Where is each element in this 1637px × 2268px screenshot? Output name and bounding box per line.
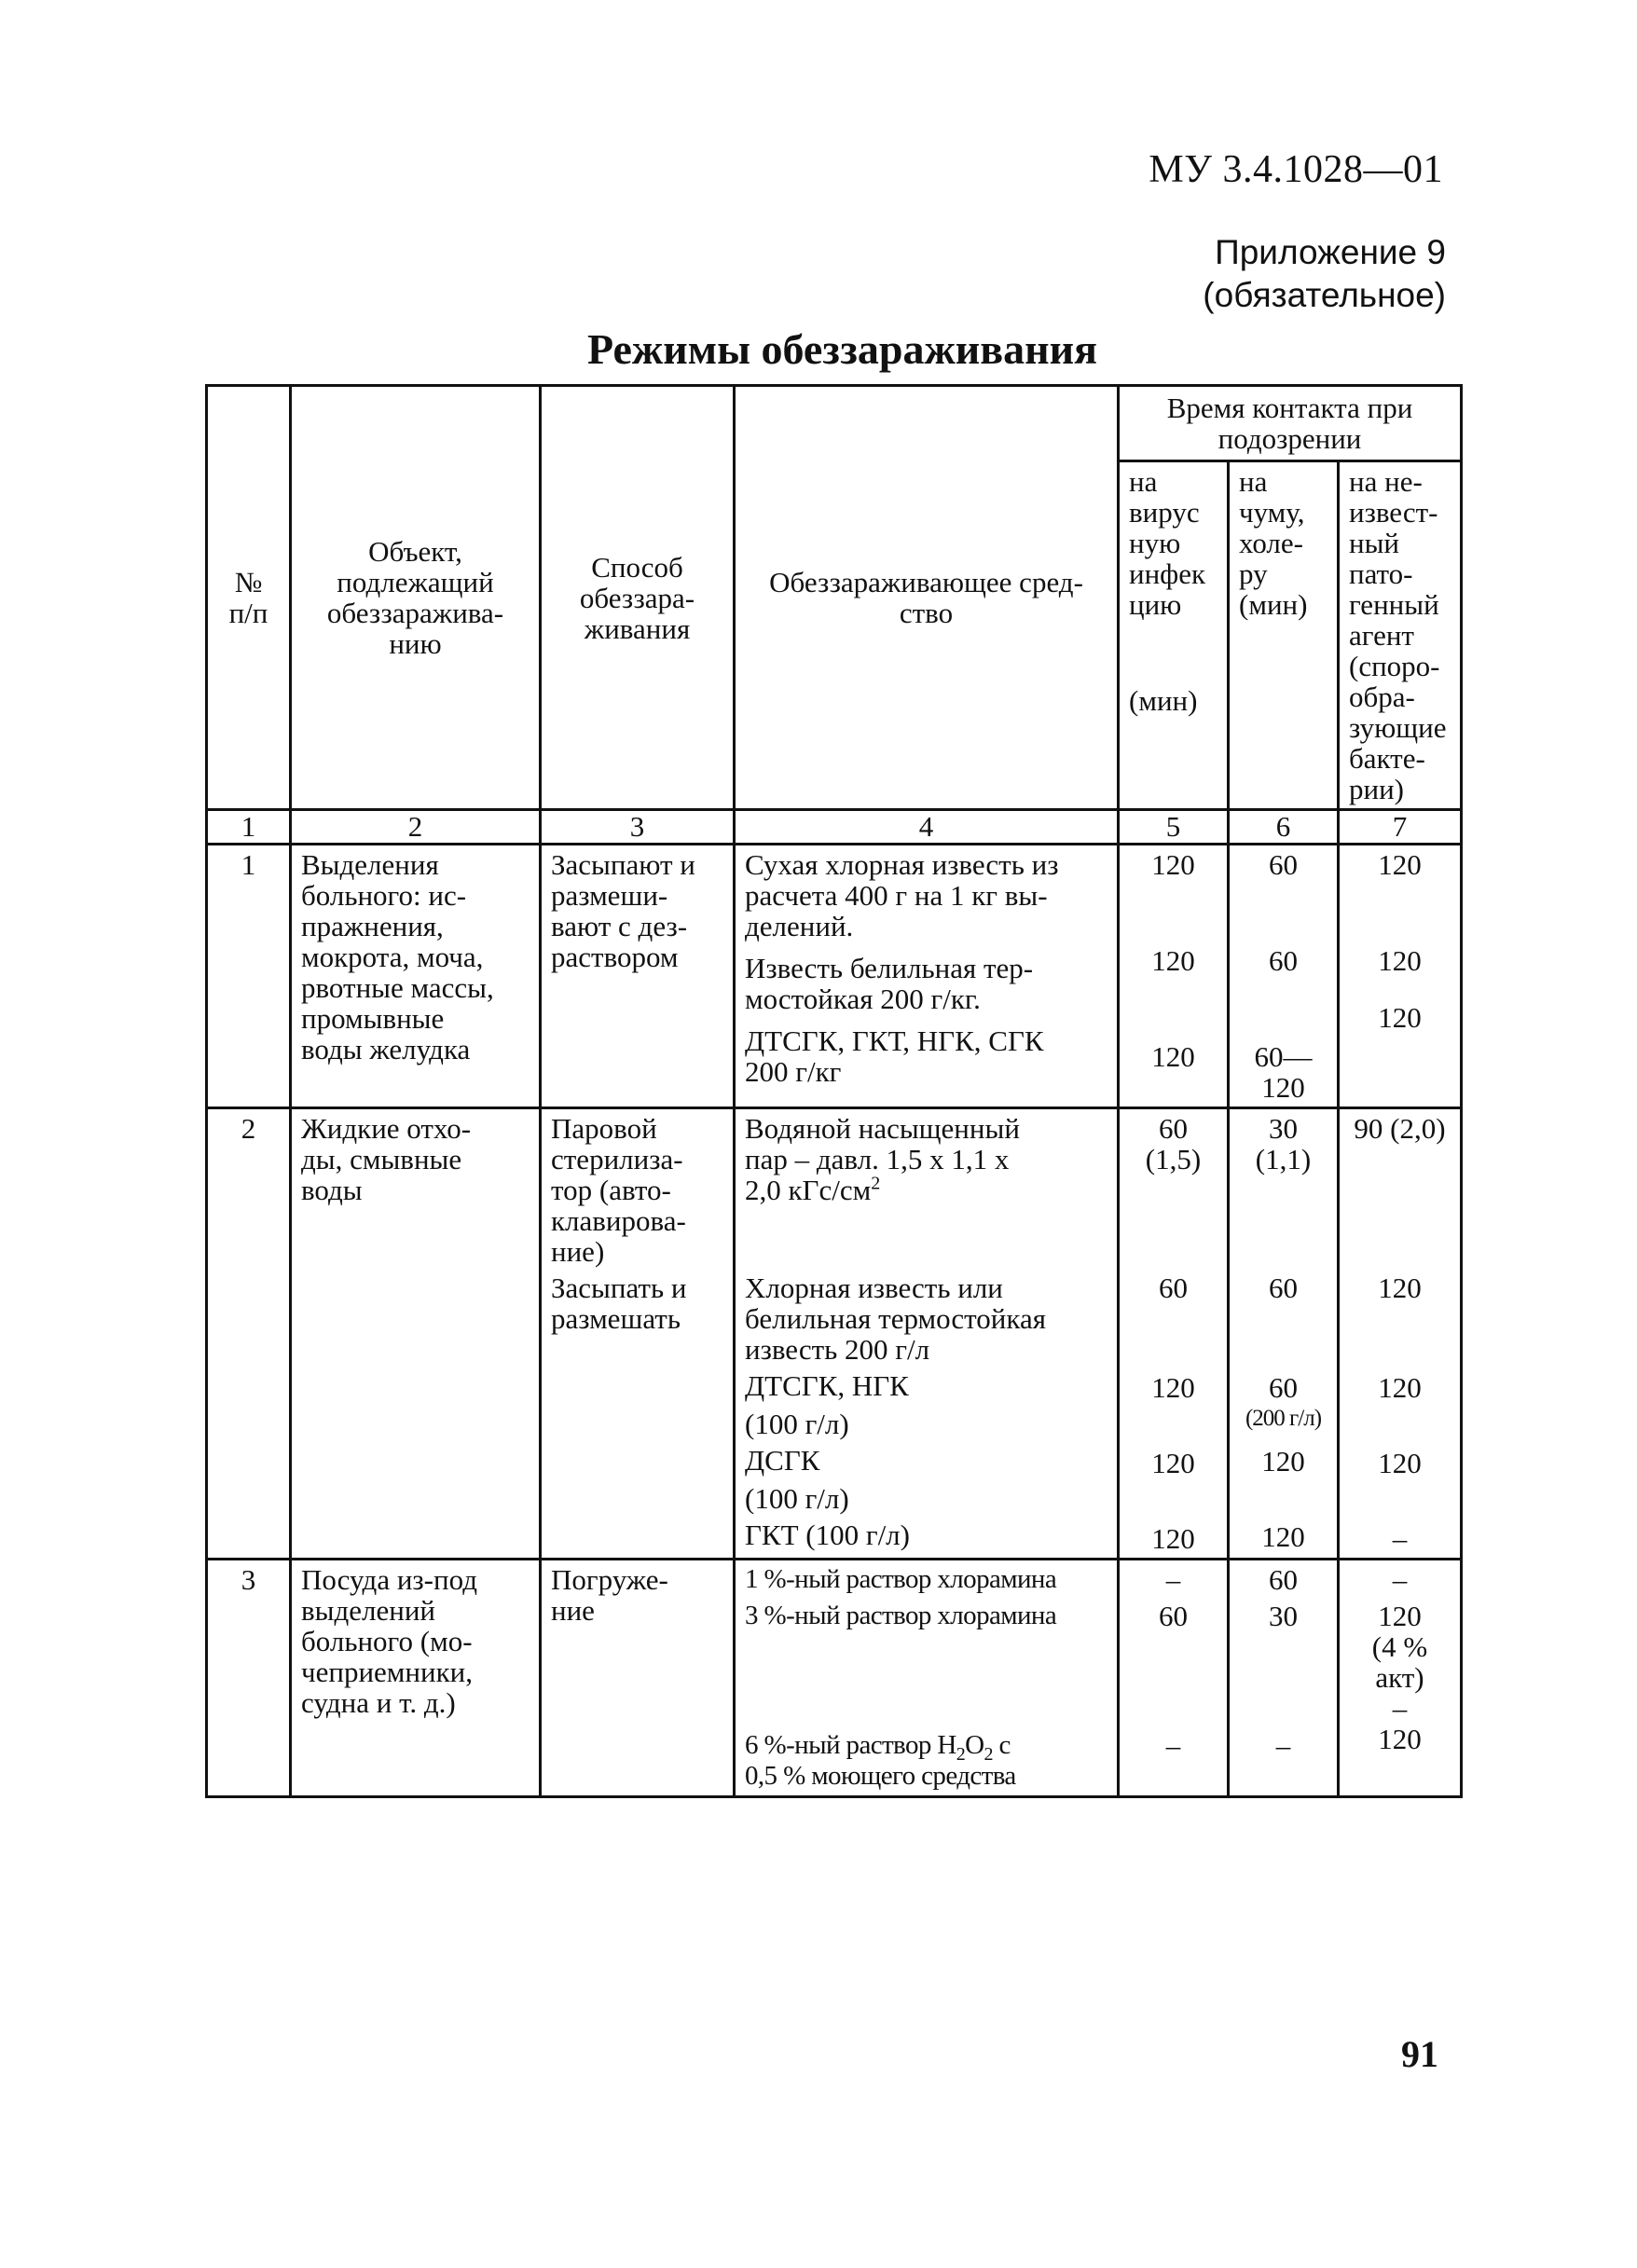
object-cell: Жидкие отхо- ды, смывные воды	[291, 1108, 541, 1560]
agent-entry: Водяной насыщенный пар – давл. 1,5 х 1,1 х 2,0 кГс/$см^2$	[745, 1112, 1020, 1206]
column-number: 7	[1339, 810, 1462, 845]
column-number: 6	[1229, 810, 1339, 845]
agent-cell	[735, 845, 1119, 1108]
plague-time-cell: 30 (1,1) 60 60 (200 г/л) 120 120	[1229, 1108, 1339, 1560]
page-number: 91	[1401, 2033, 1438, 2075]
row-number: 3	[207, 1560, 291, 1797]
plague-time-cell: 60 60 60— 120	[1229, 845, 1339, 1108]
object-cell: Выделения больного: ис- пражнения, мокрота, моча, рвотные массы, промывные воды желудка	[291, 845, 541, 1108]
agent-entry: 3 %-ный раствор хлорамина	[745, 1601, 1057, 1630]
header-method: Способ обеззара- живания	[541, 386, 735, 810]
table-row	[207, 1108, 1462, 1560]
agent-entry: 1 %-ный раствор хлорамина	[745, 1564, 1057, 1594]
appendix-title: Приложение 9	[1215, 233, 1446, 271]
header-row-1	[207, 386, 1462, 461]
header-contact-time: Время контакта при подозрении	[1119, 386, 1462, 461]
column-number: 1	[207, 810, 291, 845]
agent-entry: ГКТ (100 г/л)	[745, 1519, 910, 1551]
virus-time-cell: 120 120 120	[1119, 845, 1229, 1108]
column-number: 4	[735, 810, 1119, 845]
agent-entry: ДТСГК, НГК (100 г/л)	[745, 1369, 909, 1440]
disinfection-regimes-table	[205, 384, 1463, 1798]
method-entry: Паровой стерилиза- тор (авто- клавирова- ние)	[551, 1112, 686, 1268]
appendix-label	[1203, 231, 1446, 317]
header-virus: на вирус ную инфек цию (мин)	[1119, 461, 1229, 810]
header-plague: на чуму, холе- ру (мин)	[1229, 461, 1339, 810]
row-number: 2	[207, 1108, 291, 1560]
column-number-row	[207, 810, 1462, 845]
header-unknown-agent: на не- извест- ный пато- генный агент (споро- обра- зующие бакте- рии)	[1339, 461, 1462, 810]
virus-time-cell: – 60 –	[1119, 1560, 1229, 1797]
agent-entry: Хлорная известь или белильная термостойкая известь 200 г/л	[745, 1271, 1046, 1366]
method-cell: Засыпают и размеши- вают с дез- раствором	[541, 845, 735, 1108]
method-cell	[541, 1108, 735, 1560]
column-number: 2	[291, 810, 541, 845]
agent-cell	[735, 1108, 1119, 1560]
page-title: Режимы обеззараживания	[587, 325, 1098, 373]
column-number: 5	[1119, 810, 1229, 845]
appendix-note: (обязательное)	[1203, 276, 1446, 314]
column-number: 3	[541, 810, 735, 845]
agent-entry: Известь белильная тер- мостойкая 200 г/кг.	[745, 952, 1034, 1015]
method-entry: Засыпать и размешать	[551, 1271, 687, 1335]
header-num: № п/п	[207, 386, 291, 810]
row-number: 1	[207, 845, 291, 1108]
agent-entry: ДТСГК, ГКТ, НГК, СГК 200 г/кг	[745, 1024, 1044, 1088]
unknown-time-cell: – 120 (4 % акт) – 120	[1339, 1560, 1462, 1797]
table-row	[207, 1560, 1462, 1797]
agent-cell	[735, 1560, 1119, 1797]
virus-time-cell: 60 (1,5) 60 120 120 120	[1119, 1108, 1229, 1560]
unknown-time-cell: 120 120 120	[1339, 845, 1462, 1108]
table-row	[207, 845, 1462, 1108]
agent-entry: 6 %-ный раствор $H_2O_2$ с 0,5 % моющего средства	[745, 1730, 1016, 1791]
agent-entry: Сухая хлорная известь из расчета 400 г на 1 кг вы- делений.	[745, 848, 1059, 942]
header-object: Объект, подлежащий обеззаражива- нию	[291, 386, 541, 810]
method-cell: Погруже- ние	[541, 1560, 735, 1797]
object-cell: Посуда из-под выделений больного (мо- чеприемники, судна и т. д.)	[291, 1560, 541, 1797]
unknown-time-cell: 90 (2,0) 120 120 120 –	[1339, 1108, 1462, 1560]
header-agent: Обеззараживающее сред- ство	[735, 386, 1119, 810]
agent-entry: ДСГК (100 г/л)	[745, 1444, 849, 1515]
document-code: МУ 3.4.1028—01	[1149, 148, 1443, 191]
plague-time-cell: 60 30 –	[1229, 1560, 1339, 1797]
